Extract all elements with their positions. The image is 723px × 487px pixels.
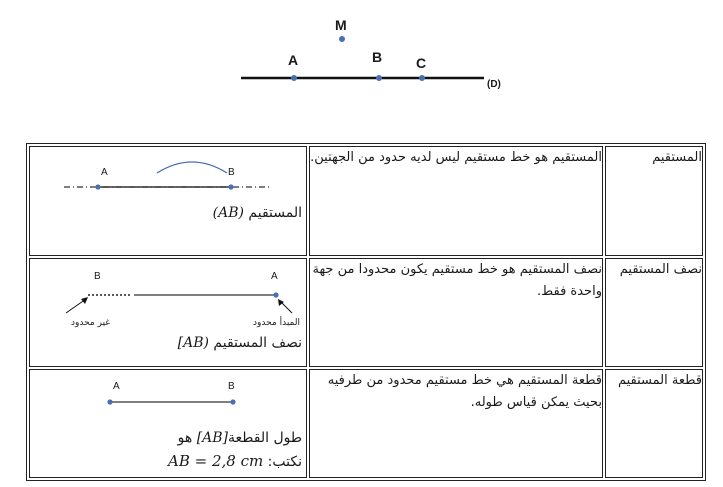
definitions-table bbox=[26, 143, 706, 481]
top-line-figure bbox=[0, 0, 723, 110]
ray-origin-dot bbox=[273, 292, 278, 297]
caption-text-is: هو bbox=[177, 430, 193, 446]
term-cell-segment: قطعة المستقيم bbox=[605, 369, 703, 478]
term-cell-line: المستقيم bbox=[605, 146, 703, 256]
point-a-label: A bbox=[288, 52, 299, 68]
table-row-line bbox=[29, 146, 703, 256]
unbounded-label: غير محدود bbox=[71, 318, 110, 328]
caption-math: (AB) bbox=[212, 205, 244, 221]
term-cell-ray: نصف المستقيم bbox=[605, 258, 703, 367]
caption-text: المستقيم bbox=[248, 205, 302, 221]
segment-caption-line1 bbox=[178, 430, 302, 446]
point-c-label: C bbox=[416, 55, 427, 71]
line-caption bbox=[213, 205, 302, 221]
figure-cell-line bbox=[29, 146, 307, 256]
point-b-dot bbox=[228, 184, 233, 189]
point-a-dot bbox=[291, 75, 297, 81]
point-b-label: B bbox=[228, 381, 235, 392]
point-a-dot bbox=[95, 184, 100, 189]
ray-caption bbox=[178, 335, 302, 351]
point-m-dot bbox=[339, 36, 345, 42]
point-a-dot bbox=[107, 399, 112, 404]
arc-mark bbox=[157, 162, 227, 173]
point-m-label: M bbox=[335, 17, 347, 33]
figure-cell-ray bbox=[29, 258, 307, 367]
point-b-dot bbox=[376, 75, 382, 81]
definition-cell-segment: قطعة المستقيم هي خط مستقيم محدود من طرفيه بحيث يمكن قياس طوله. bbox=[309, 369, 603, 478]
point-a-label: A bbox=[101, 167, 108, 178]
point-b-label: B bbox=[228, 167, 235, 178]
line-figure bbox=[30, 147, 306, 255]
table-row-ray bbox=[29, 258, 703, 367]
point-b-label: B bbox=[372, 49, 383, 65]
line-d-label: (D) bbox=[487, 79, 501, 90]
point-a-label: A bbox=[271, 271, 278, 282]
segment-caption-line2 bbox=[168, 452, 302, 470]
caption-text: طول القطعة bbox=[228, 430, 302, 446]
caption-text: نصف المستقيم bbox=[213, 335, 302, 351]
origin-label: المبدأ محدود bbox=[253, 318, 300, 328]
point-b-dot bbox=[230, 399, 235, 404]
point-a-label: A bbox=[113, 381, 120, 392]
table-row-segment bbox=[29, 369, 703, 478]
definition-cell-ray: نصف المستقيم هو خط مستقيم يكون محدودا من جهة واحدة فقط. bbox=[309, 258, 603, 367]
point-c-dot bbox=[419, 75, 425, 81]
segment-length-math: AB = 2,8 cm bbox=[168, 452, 264, 470]
caption-math: [AB) bbox=[177, 335, 209, 351]
caption-write-label: نكتب: bbox=[267, 454, 302, 470]
point-b-label: B bbox=[94, 271, 101, 282]
definition-cell-line: المستقيم هو خط مستقيم ليس لديه حدود من الجهتين. bbox=[309, 146, 603, 256]
arrowhead-unbounded-icon bbox=[81, 297, 88, 304]
caption-math: [AB] bbox=[196, 430, 229, 446]
arrowhead-origin-icon bbox=[278, 299, 284, 306]
figure-cell-segment bbox=[29, 369, 307, 478]
